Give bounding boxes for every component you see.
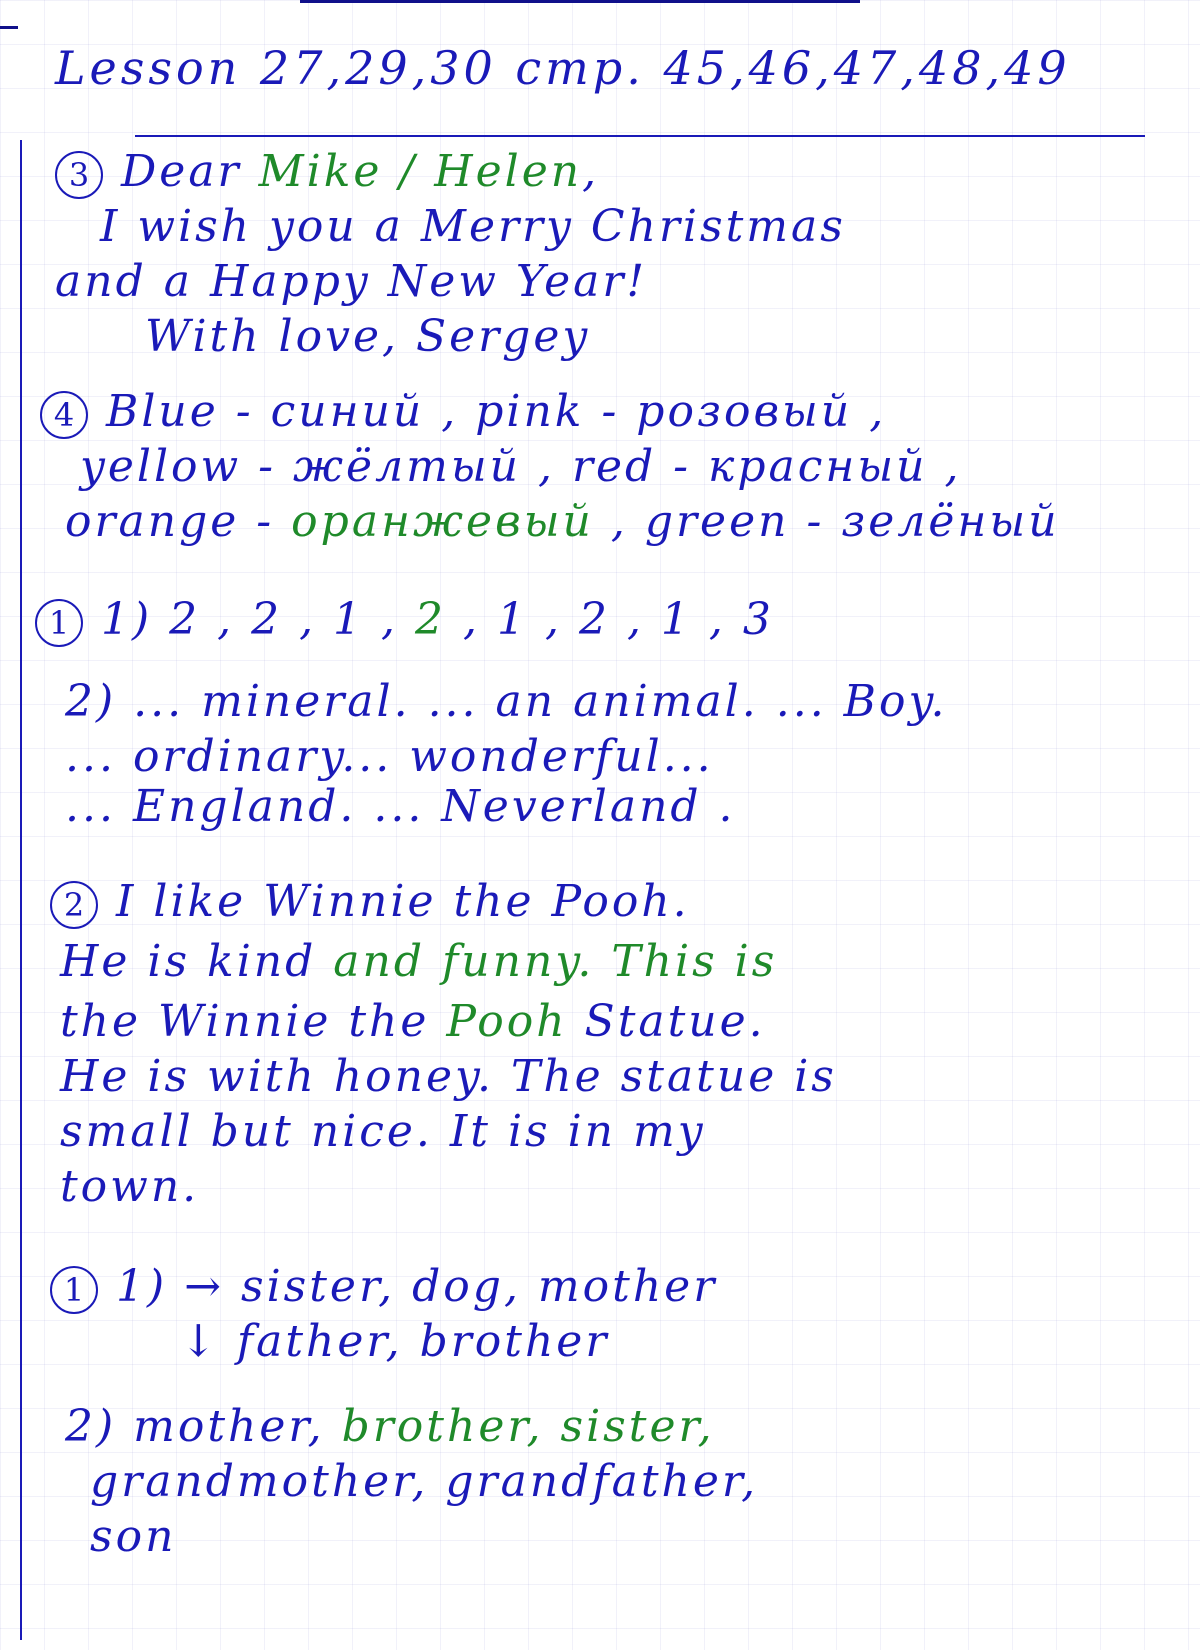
recipient-names: Mike / Helen xyxy=(258,146,583,197)
exercise-2-line-6: town. xyxy=(60,1161,200,1212)
exercise-2-line-5: small but nice. It is in my xyxy=(60,1106,706,1157)
green-pair: , green - зелёный xyxy=(610,496,1060,547)
exercise-3-line-2: I wish you a Merry Christmas xyxy=(100,201,846,252)
exercise-1a-line-4: ... England. ... Neverland . xyxy=(65,781,736,832)
exercise-2-line-4: He is with honey. The statue is xyxy=(60,1051,837,1102)
heading-underline xyxy=(135,135,1145,137)
corner-mark xyxy=(0,26,18,29)
exercise-4-line-2: yellow - жёлтый , red - красный , xyxy=(80,441,962,492)
exercise-1b-line-5: son xyxy=(90,1511,177,1562)
exercise-number-3: 3 xyxy=(55,151,103,199)
exercise-4-line-3 xyxy=(65,496,1060,547)
answers-part-c: , 1 , 2 , 1 , 3 xyxy=(463,594,774,645)
exercise-3-line-4: With love, Sergey xyxy=(145,311,591,362)
comma: , xyxy=(582,146,600,197)
exercise-1a-line-2: 2) ... mineral. ... an animal. ... Boy. xyxy=(65,676,948,727)
exercise-4-line-1 xyxy=(40,386,887,439)
pooh-intro: I like Winnie the Pooh. xyxy=(116,876,690,927)
exercise-number-4: 4 xyxy=(40,391,88,439)
exercise-number-1a: 1 xyxy=(35,599,83,647)
lesson-heading: Lesson 27,29,30 стр. 45,46,47,48,49 xyxy=(55,41,1071,95)
orange-translation: оранжевый xyxy=(291,496,594,547)
family-line-3b: brother, sister, xyxy=(341,1401,715,1452)
exercise-1b-line-2: ↓ father, brother xyxy=(180,1316,610,1367)
statue-text-b: Pooh xyxy=(446,996,568,1047)
margin-line xyxy=(20,140,22,1640)
exercise-number-1b: 1 xyxy=(50,1266,98,1314)
family-line-3a: 2) mother, xyxy=(65,1401,325,1452)
orange-word: orange - xyxy=(65,496,275,547)
kind-text: He is kind xyxy=(60,936,317,987)
exercise-3-line-3: and a Happy New Year! xyxy=(55,256,648,307)
answers-part-b: 2 xyxy=(415,594,447,645)
statue-text-c: Statue. xyxy=(584,996,766,1047)
funny-text: and funny. xyxy=(333,936,595,987)
exercise-1a-line-1 xyxy=(35,594,774,647)
exercise-2-line-3 xyxy=(60,996,766,1047)
exercise-3-line-1 xyxy=(55,146,600,199)
exercise-number-2: 2 xyxy=(50,881,98,929)
this-is-text: This is xyxy=(611,936,778,987)
top-edge-line xyxy=(300,0,860,3)
family-line-1: 1) → sister, dog, mother xyxy=(116,1261,718,1312)
dear-word: Dear xyxy=(121,146,242,197)
exercise-2-line-2 xyxy=(60,936,778,987)
exercise-1a-line-3: ... ordinary... wonderful... xyxy=(65,731,714,782)
exercise-1b-line-1 xyxy=(50,1261,718,1314)
exercise-1b-line-4: grandmother, grandfather, xyxy=(90,1456,759,1507)
statue-text-a: the Winnie the xyxy=(60,996,430,1047)
colors-line-1: Blue - синий , pink - розовый , xyxy=(106,386,887,437)
answers-part-a: 1) 2 , 2 , 1 , xyxy=(101,594,399,645)
exercise-1b-line-3 xyxy=(65,1401,715,1452)
exercise-2-line-1 xyxy=(50,876,690,929)
